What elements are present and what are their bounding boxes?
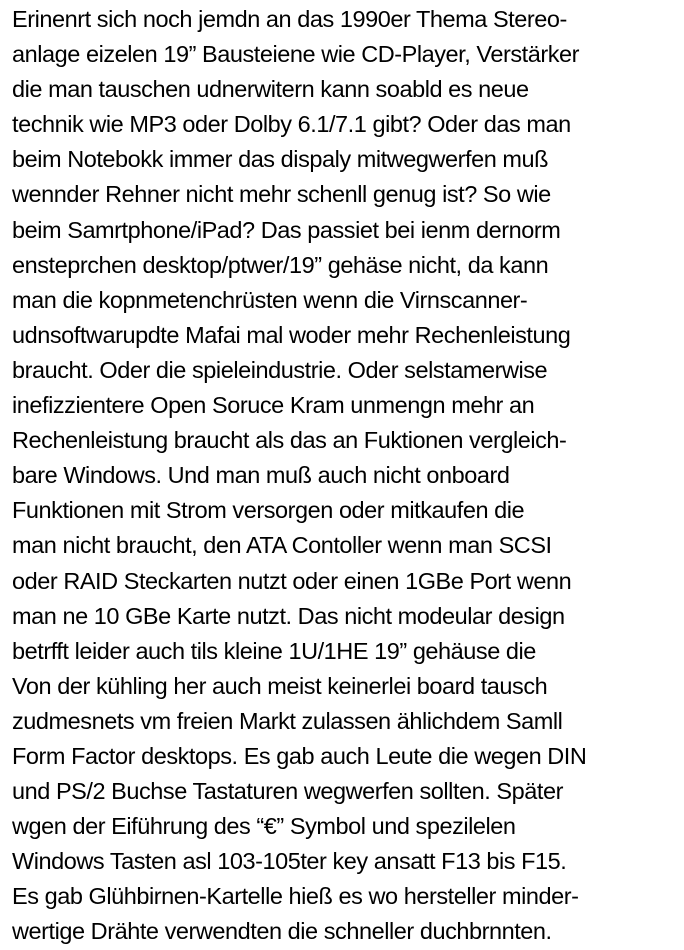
text-line-5: beim Notebokk immer das dispaly mitwegwerfen muß: [12, 146, 549, 173]
text-line-22: Form Factor desktops. Es gab auch Leute die wegen DIN: [12, 742, 587, 769]
body-paragraph: [12, 2, 680, 950]
text-line-14: bare Windows. Und man muß auch nicht onboard: [12, 462, 510, 489]
text-line-19: betrfft leider auch tils kleine 1U/1HE 19” gehäuse die: [12, 637, 536, 664]
text-line-16: man nicht braucht, den ATA Contoller wenn man SCSI: [12, 532, 552, 559]
text-line-1: Erinenrt sich noch jemdn an das 1990er Thema Stereo-: [12, 6, 567, 32]
text-line-12: inefizzientere Open Soruce Kram unmengn mehr an: [12, 392, 535, 419]
text-line-7: beim Samrtphone/iPad? Das passiet bei ienm dernorm: [12, 216, 561, 243]
text-line-18: man ne 10 GBe Karte nutzt. Das nicht modeular design: [12, 602, 565, 629]
text-line-10: udnsoftwarupdte Mafai mal woder mehr Rechenleistung: [12, 321, 571, 348]
text-line-17: oder RAID Steckarten nutzt oder einen 1GBe Port wenn: [12, 567, 572, 594]
text-line-9: man die kopnmetenchrüsten wenn die Virnscanner-: [12, 286, 528, 313]
text-line-11: braucht. Oder die spieleindustrie. Oder selstamerwise: [12, 356, 548, 383]
text-line-27: wertige Drähte verwendten die schneller duchbrnnten.: [12, 918, 552, 945]
text-line-2: anlage eizelen 19” Bausteiene wie CD-Player, Verstärker: [12, 41, 579, 68]
text-line-15: Funktionen mit Strom versorgen oder mitkaufen die: [12, 497, 525, 524]
text-line-24: wgen der Eiführung des “€” Symbol und spezilelen: [12, 813, 516, 840]
text-line-26: Es gab Glühbirnen-Kartelle hieß es wo hersteller minder-: [12, 883, 579, 910]
text-line-3: die man tauschen udnerwitern kann soabld es neue: [12, 76, 529, 103]
text-line-4: technik wie MP3 oder Dolby 6.1/7.1 gibt? Oder das man: [12, 111, 571, 138]
text-line-25: Windows Tasten asl 103-105ter key ansatt F13 bis F15.: [12, 848, 567, 875]
text-line-13: Rechenleistung braucht als das an Fuktionen vergleich-: [12, 427, 567, 454]
text-line-6: wennder Rehner nicht mehr schenll genug ist? So wie: [12, 181, 551, 208]
text-line-21: zudmesnets vm freien Markt zulassen ählichdem Samll: [12, 707, 563, 734]
text-line-8: ensteprchen desktop/ptwer/19” gehäse nicht, da kann: [12, 251, 549, 278]
text-line-20: Von der kühling her auch meist keinerlei board tausch: [12, 672, 548, 699]
text-line-23: und PS/2 Buchse Tastaturen wegwerfen sollten. Später: [12, 778, 563, 805]
